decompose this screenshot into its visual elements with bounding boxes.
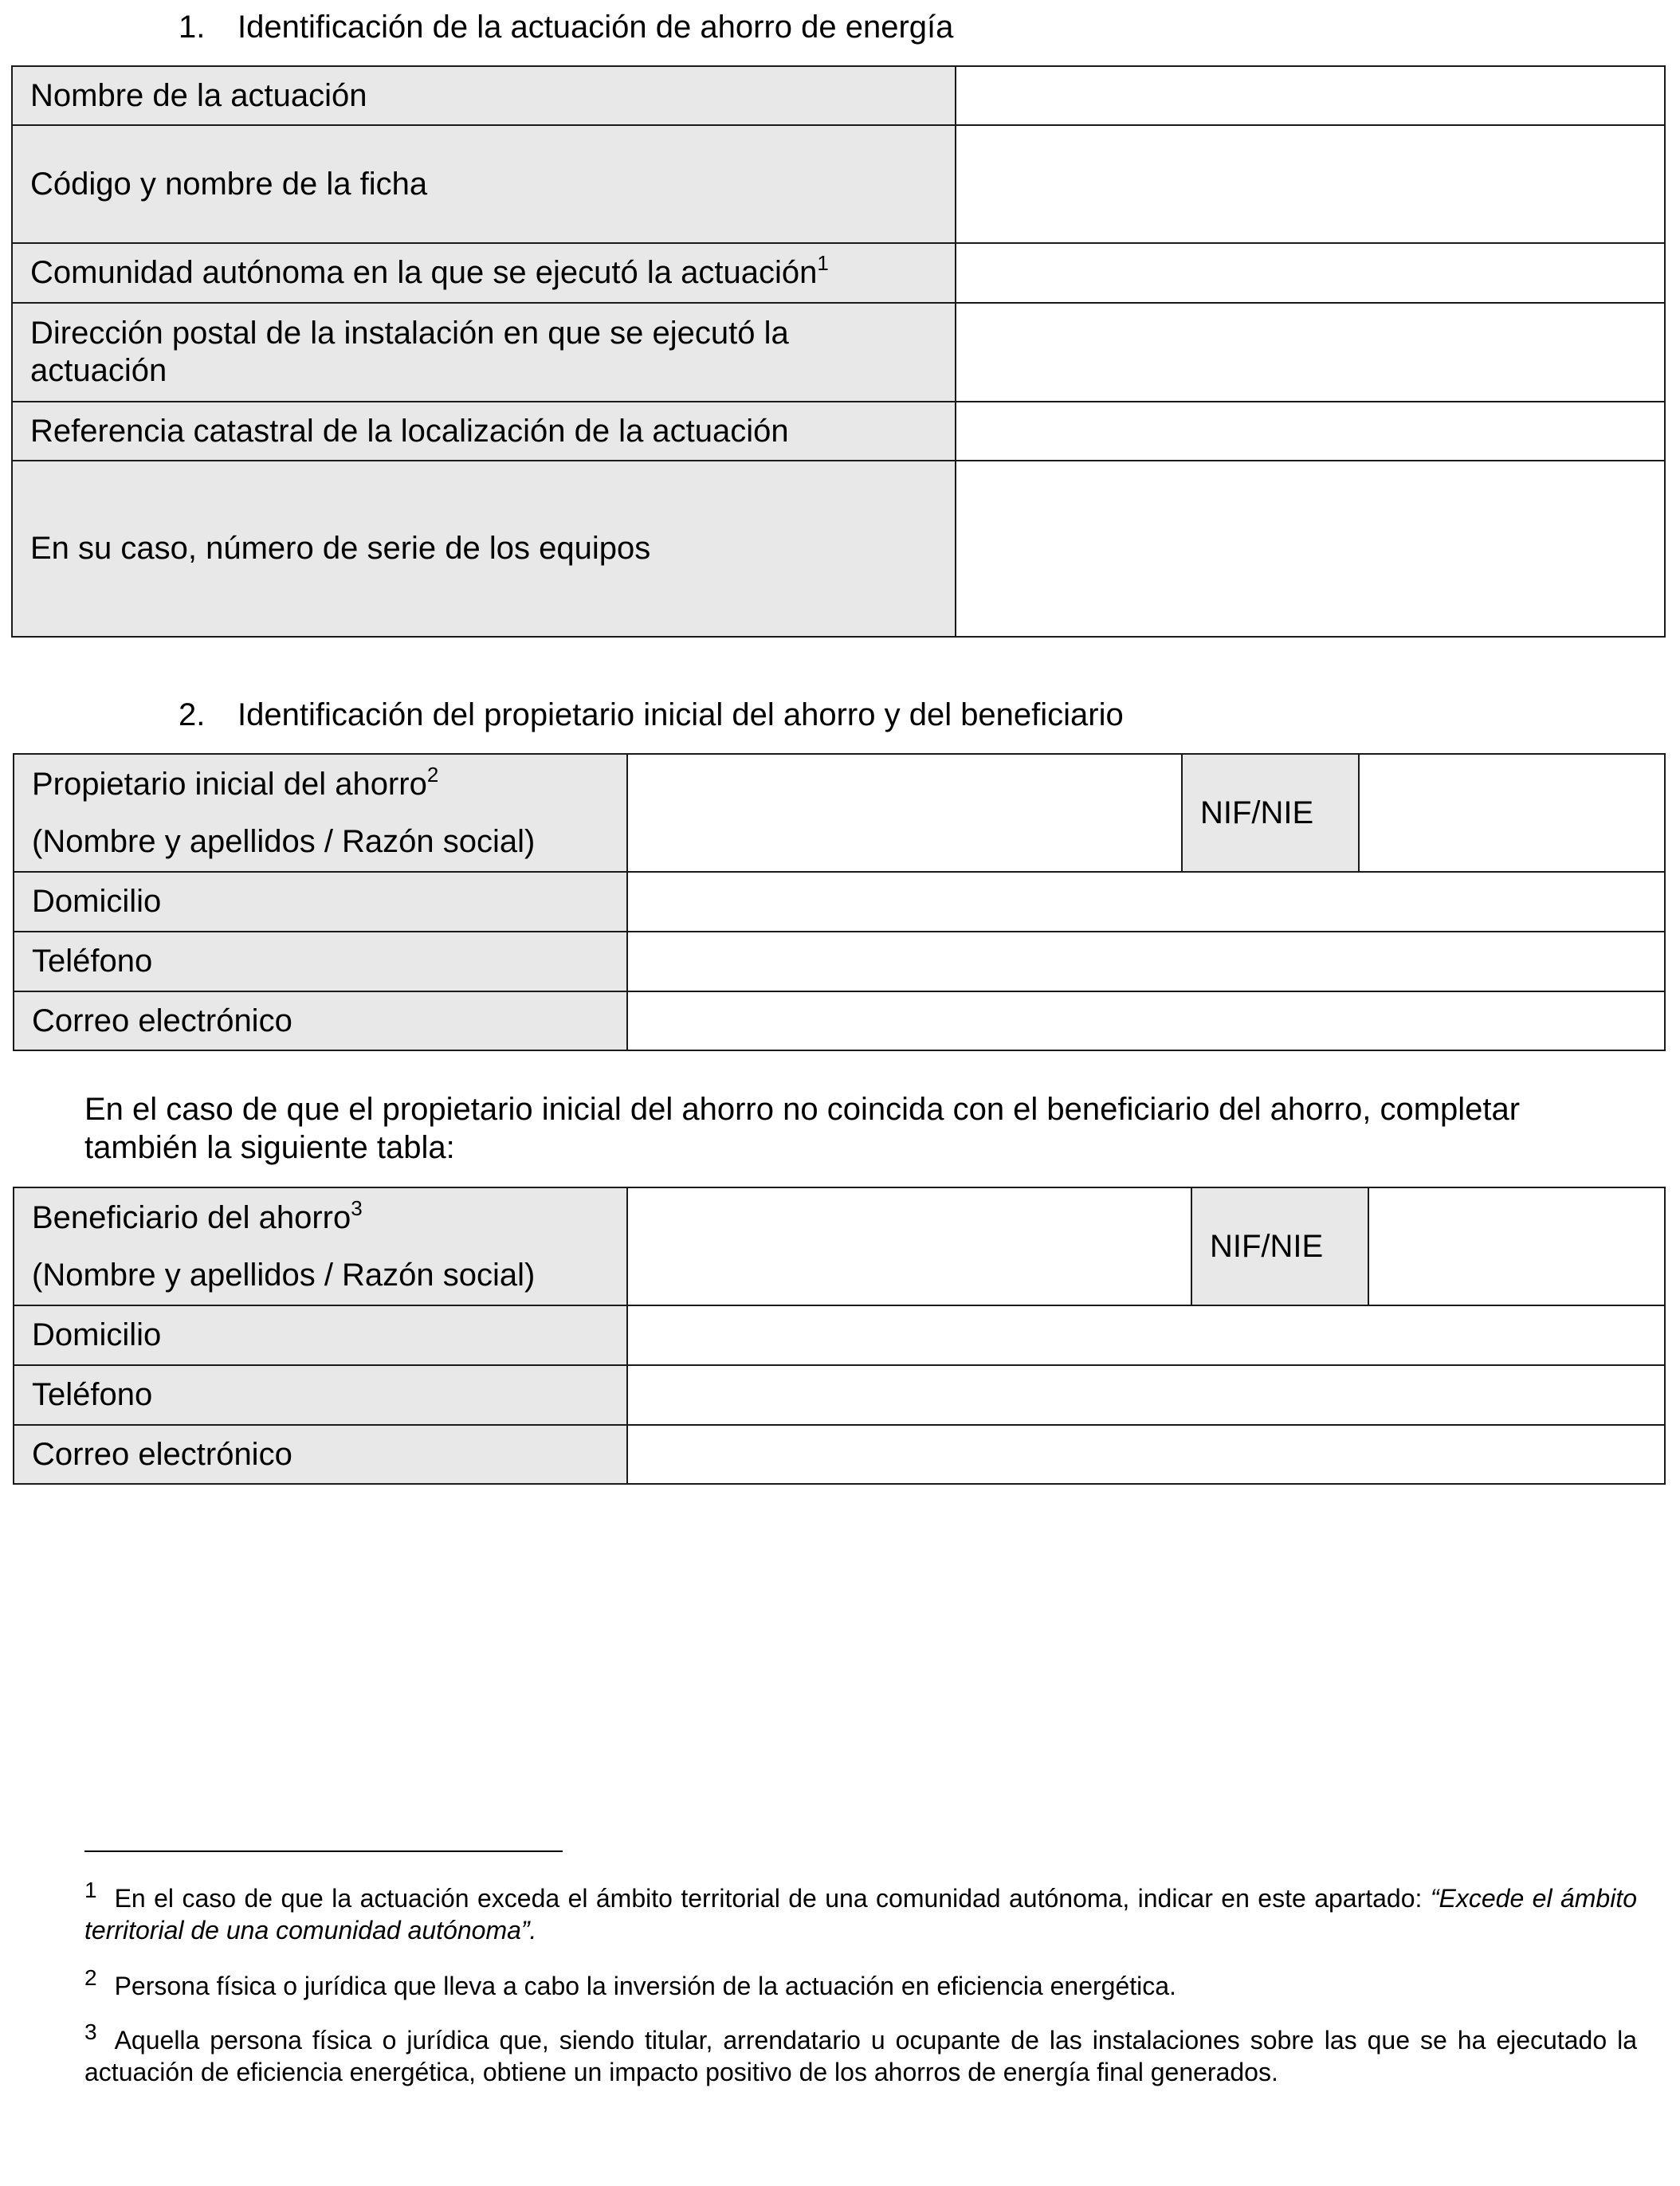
- beneficiary-email-label: Correo electrónico: [14, 1425, 627, 1484]
- beneficiary-name-label: Beneficiario del ahorro$^3$ (Nombre y apellidos / Razón social): [14, 1187, 627, 1305]
- footnote-separator: [84, 1850, 563, 1852]
- footnote-1-italic: “Excede el ámbito territorial de una comunidad autónoma”.: [84, 1884, 1638, 1945]
- footnote-ref-2: 2: [426, 763, 439, 787]
- region-field[interactable]: [956, 243, 1665, 303]
- footnote-ref-3: 3: [351, 1196, 363, 1220]
- footnote-3-text: Aquella persona física o jurídica que, siendo titular, arrendatario u ocupante de las instalaciones sobre las que se ha ejecutado la actuación de eficiencia energética, obtiene un impacto positivo de los ahorros de energía final generados.: [84, 2026, 1637, 2086]
- footnote-3-mark: 3: [84, 2019, 97, 2044]
- owner-nif-field[interactable]: [1359, 754, 1665, 872]
- actuation-table: [11, 65, 1666, 638]
- owner-nif-label: NIF/NIE: [1182, 754, 1359, 872]
- section-1-heading: [179, 8, 953, 46]
- beneficiary-address-field[interactable]: [627, 1305, 1665, 1365]
- footnote-2: [84, 1962, 1637, 2002]
- cadastral-reference-label: Referencia catastral de la localización de la actuación: [12, 402, 956, 461]
- sheet-code-field[interactable]: [956, 125, 1665, 243]
- section-2-heading: [179, 696, 1124, 734]
- actuation-name-field[interactable]: [956, 66, 1665, 125]
- owner-phone-label: Teléfono: [14, 932, 627, 991]
- owner-name-field[interactable]: [627, 754, 1182, 872]
- owner-table: [13, 753, 1666, 1051]
- owner-name-label: Propietario inicial del ahorro$^2$ (Nombre y apellidos / Razón social): [14, 754, 627, 872]
- footnote-3: [84, 2016, 1637, 2088]
- footnote-1-mark: 1: [84, 1878, 97, 1902]
- postal-address-label: Dirección postal de la instalación en que se ejecutó la actuación: [12, 303, 956, 402]
- section-2-title: Identificación del propietario inicial del ahorro y del beneficiario: [237, 697, 1124, 732]
- footnote-1-text: En el caso de que la actuación exceda el ámbito territorial de una comunidad autónoma, indicar en este apartado:: [114, 1884, 1431, 1913]
- owner-phone-field[interactable]: [627, 932, 1665, 991]
- postal-address-field[interactable]: [956, 303, 1665, 402]
- serial-number-field[interactable]: [956, 461, 1665, 637]
- actuation-name-label: Nombre de la actuación: [12, 66, 956, 125]
- serial-number-label: En su caso, número de serie de los equipos: [12, 461, 956, 637]
- beneficiary-email-field[interactable]: [627, 1425, 1665, 1484]
- beneficiary-nif-field[interactable]: [1368, 1187, 1665, 1305]
- beneficiary-phone-field[interactable]: [627, 1365, 1665, 1425]
- beneficiary-phone-label: Teléfono: [14, 1365, 627, 1425]
- owner-email-field[interactable]: [627, 991, 1665, 1050]
- beneficiary-table: [13, 1187, 1666, 1485]
- beneficiary-note: En el caso de que el propietario inicial del ahorro no coincida con el beneficiario del ahorro, completar también la siguiente tabla:: [84, 1092, 1521, 1165]
- footnote-2-mark: 2: [84, 1965, 97, 1990]
- footnote-1: [84, 1874, 1637, 1946]
- owner-email-label: Correo electrónico: [14, 991, 627, 1050]
- beneficiary-name-field[interactable]: [627, 1187, 1191, 1305]
- section-2-number: 2.: [179, 697, 206, 732]
- footnote-2-text: Persona física o jurídica que lleva a cabo la inversión de la actuación en eficiencia energética.: [114, 1972, 1176, 2000]
- section-1-number: 1.: [179, 10, 206, 45]
- section-1-title: Identificación de la actuación de ahorro de energía: [237, 10, 954, 45]
- region-label: Comunidad autónoma en la que se ejecutó la actuación$^1$: [12, 243, 956, 303]
- owner-address-label: Domicilio: [14, 872, 627, 932]
- footnote-ref-1: 1: [817, 251, 829, 275]
- cadastral-reference-field[interactable]: [956, 402, 1665, 461]
- sheet-code-label: Código y nombre de la ficha: [12, 125, 956, 243]
- beneficiary-address-label: Domicilio: [14, 1305, 627, 1365]
- beneficiary-nif-label: NIF/NIE: [1191, 1187, 1368, 1305]
- owner-address-field[interactable]: [627, 872, 1665, 932]
